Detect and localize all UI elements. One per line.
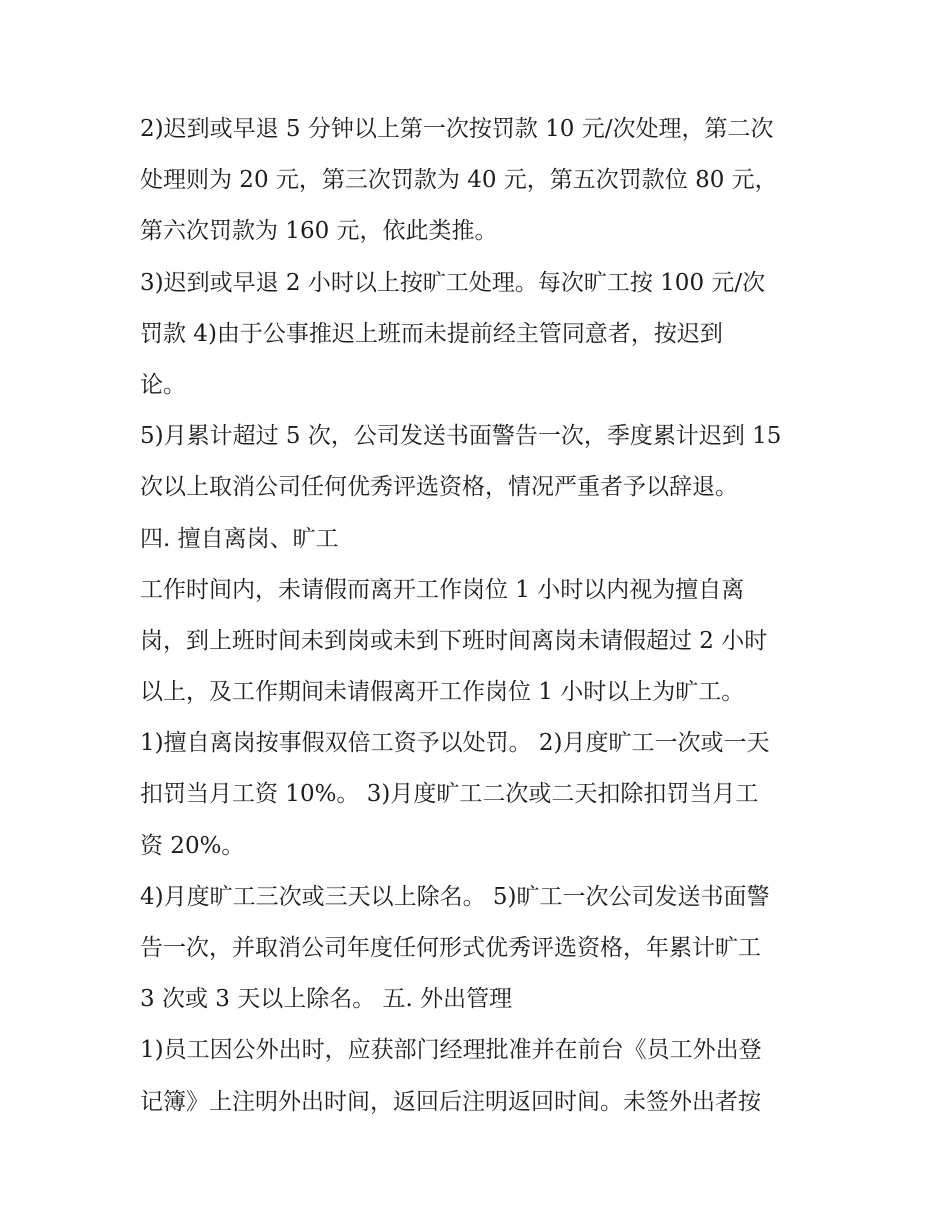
text-line: 论。	[140, 371, 186, 398]
text-line: 记簿》上注明外出时间，返回后注明返回时间。未签外出者按	[140, 1088, 761, 1115]
section-heading: 四. 擅自离岗、旷工	[140, 525, 339, 552]
text-line: 1)擅自离岗按事假双倍工资予以处罚。 2)月度旷工一次或一天	[140, 730, 770, 757]
text-line: 工作时间内，未请假而离开工作岗位 1 小时以内视为擅自离	[140, 576, 745, 603]
text-line: 2)迟到或早退 5 分钟以上第一次按罚款 10 元/次处理，第二次	[140, 116, 774, 142]
text-line: 以上，及工作期间未请假离开工作岗位 1 小时以上为旷工。	[140, 679, 745, 706]
document-body	[140, 104, 820, 1128]
text-line: 告一次，并取消公司年度任何形式优秀评选资格，年累计旷工	[140, 935, 761, 961]
text-line: 岗，到上班时间未到岗或未到下班时间离岗未请假超过 2 小时	[140, 627, 768, 654]
text-line: 第六次罚款为 160 元，依此类推。	[140, 218, 498, 245]
text-line: 处理则为 20 元，第三次罚款为 40 元，第五次罚款位 80 元，	[140, 167, 778, 194]
text-line: 5)月累计超过 5 次，公司发送书面警告一次，季度累计迟到 15	[140, 423, 782, 450]
text-line: 罚款 4)由于公事推迟上班而未提前经主管同意者，按迟到	[140, 320, 723, 347]
text-line: 次以上取消公司任何优秀评选资格，情况严重者予以辞退。	[140, 474, 738, 501]
text-line: 扣罚当月工资 10%。 3)月度旷工二次或二天扣除扣罚当月工	[140, 781, 759, 808]
text-line: 3)迟到或早退 2 小时以上按旷工处理。每次旷工按 100 元/次	[140, 269, 766, 296]
text-line: 3 次或 3 天以上除名。 五. 外出管理	[140, 986, 513, 1013]
text-line: 1)员工因公外出时，应获部门经理批准并在前台《员工外出登	[140, 1037, 762, 1064]
text-line: 4)月度旷工三次或三天以上除名。 5)旷工一次公司发送书面警	[140, 883, 770, 910]
text-line: 资 20%。	[140, 832, 245, 859]
